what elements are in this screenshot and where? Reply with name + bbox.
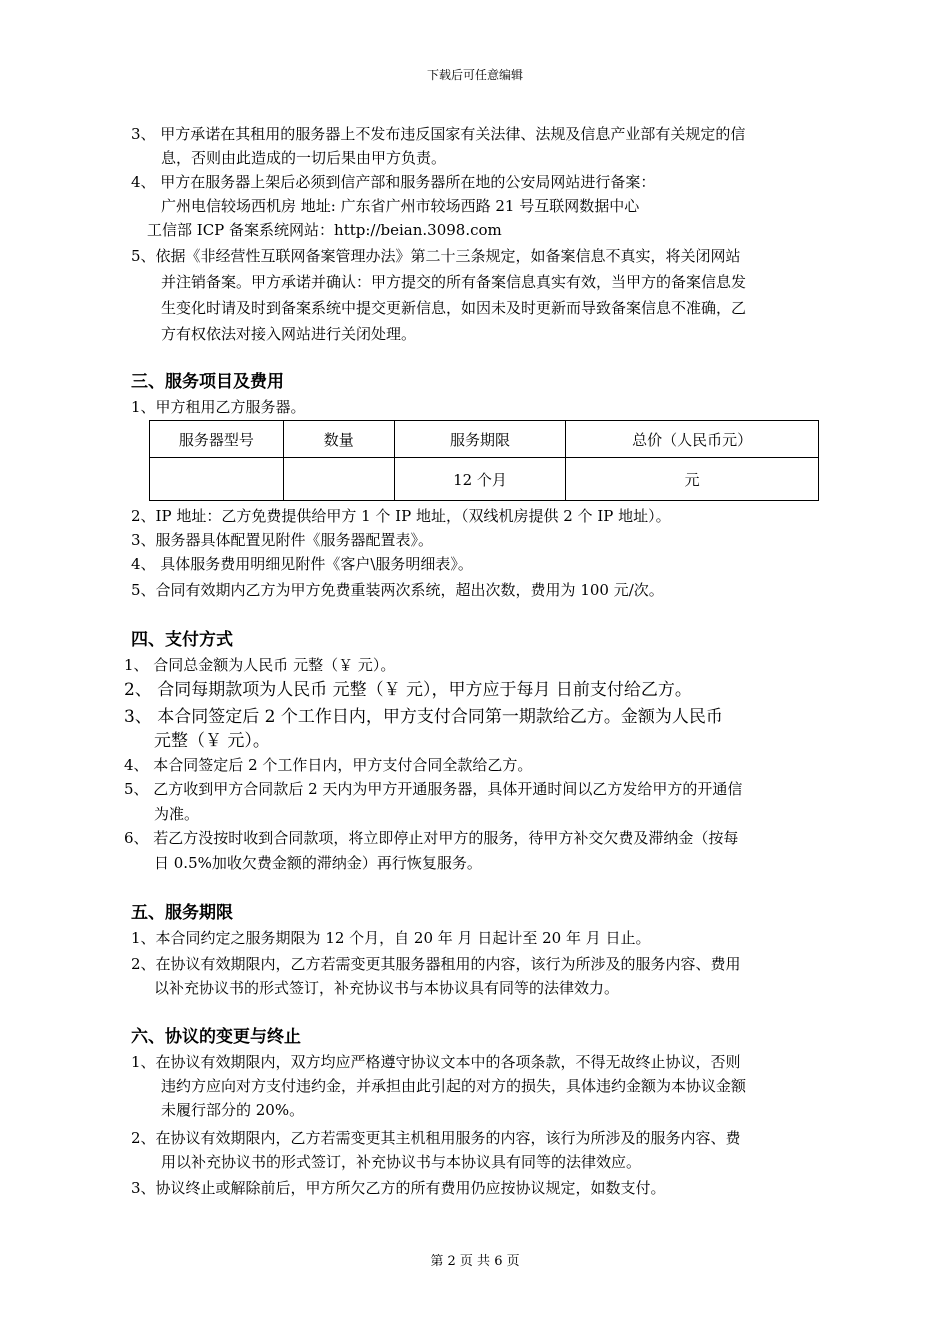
cell-service-term: 12 个月 [394,458,566,501]
cell-quantity [283,458,394,501]
clause-6-3: 3、协议终止或解除前后，甲方所欠乙方的所有费用仍应按协议规定，如数支付。 [131,1179,666,1197]
section-4-heading: 四、支付方式 [131,630,233,650]
clause-4-2: 2、 合同每期款项为人民币 元整（￥ 元），甲方应于每月 日前支付给乙方。 [124,680,692,700]
clause-3-5: 5、合同有效期内乙方为甲方免费重装两次系统，超出次数，费用为 100 元/次。 [131,581,664,599]
clause-2-4-website: 工信部 ICP 备案系统网站：http://beian.3098.com [147,221,502,239]
clause-4-5-line-1: 5、 乙方收到甲方合同款后 2 天内为甲方开通服务器，具体开通时间以乙方发给甲方的开通信 [124,780,743,798]
clause-4-4: 4、 本合同签定后 2 个工作日内，甲方支付合同全款给乙方。 [124,756,533,774]
clause-4-5-line-2: 为准。 [154,805,200,823]
section-3-heading: 三、服务项目及费用 [131,372,284,392]
section-6-heading: 六、协议的变更与终止 [131,1027,301,1047]
clause-5-2-line-1: 2、在协议有效期限内，乙方若需变更其服务器租用的内容，该行为所涉及的服务内容、费用 [131,955,741,973]
clause-3-3: 3、服务器具体配置见附件《服务器配置表》。 [131,531,434,549]
clause-2-5-line-2: 并注销备案。甲方承诺并确认：甲方提交的所有备案信息真实有效，当甲方的备案信息发 [161,273,747,291]
header-quantity: 数量 [283,421,394,458]
clause-2-3-line-1: 3、 甲方承诺在其租用的服务器上不发布违反国家有关法律、法规及信息产业部有关规定的信 [131,125,746,143]
service-table [149,420,819,501]
section-5-heading: 五、服务期限 [131,903,233,923]
service-table-row [150,458,819,501]
service-table-header-row [150,421,819,458]
clause-6-2-line-2: 用以补充协议书的形式签订，补充协议书与本协议具有同等的法律效应。 [161,1153,642,1171]
page-footer: 第 2 页 共 6 页 [430,1254,520,1269]
clause-4-6-line-2: 日 0.5%加收欠费金额的滞纳金）再行恢复服务。 [154,854,482,872]
clause-3-4: 4、 具体服务费用明细见附件《客户\服务明细表》。 [131,555,473,573]
clause-6-1-line-2: 违约方应向对方支付违约金，并承担由此引起的对方的损失，具体违约金额为本协议金额 [161,1077,747,1095]
cell-total-price: 元 [566,458,819,501]
header-total-price: 总价（人民币元） [566,421,819,458]
clause-2-4-line-1: 4、 甲方在服务器上架后必须到信产部和服务器所在地的公安局网站进行备案： [131,173,656,191]
clause-4-3-line-2: 元整（￥ 元）。 [154,731,270,751]
page-header: 下载后可任意编辑 [426,68,523,82]
header-server-model: 服务器型号 [150,421,284,458]
clause-2-5-line-3: 生变化时请及时到备案系统中提交更新信息，如因未及时更新而导致备案信息不准确，乙 [161,299,747,317]
clause-6-1-line-3: 未履行部分的 20%。 [161,1101,305,1119]
clause-6-1-line-1: 1、在协议有效期限内，双方均应严格遵守协议文本中的各项条款，不得无故终止协议，否则 [131,1053,741,1071]
clause-2-5-line-1: 5、依据《非经营性互联网备案管理办法》第二十三条规定，如备案信息不真实，将关闭网站 [131,247,741,265]
clause-3-1: 1、甲方租用乙方服务器。 [131,398,306,416]
header-service-term: 服务期限 [394,421,566,458]
clause-3-2: 2、IP 地址：乙方免费提供给甲方 1 个 IP 地址，（双线机房提供 2 个 IP 地址）。 [131,507,671,525]
clause-2-3-line-2: 息，否则由此造成的一切后果由甲方负责。 [161,149,447,167]
clause-2-4-address: 广州电信较场西机房 地址: 广东省广州市较场西路 21 号互联网数据中心 [161,197,640,215]
cell-server-model [150,458,284,501]
clause-5-2-line-2: 以补充协议书的形式签订，补充协议书与本协议具有同等的法律效力。 [154,979,620,997]
clause-4-1: 1、 合同总金额为人民币 元整（￥ 元）。 [124,656,396,674]
clause-4-3-line-1: 3、 本合同签定后 2 个工作日内，甲方支付合同第一期款给乙方。金额为人民币 [124,707,723,727]
clause-2-5-line-4: 方有权依法对接入网站进行关闭处理。 [161,325,417,343]
clause-5-1: 1、本合同约定之服务期限为 12 个月，自 20 年 月 日起计至 20 年 月 日止。 [131,929,651,947]
clause-4-6-line-1: 6、 若乙方没按时收到合同款项，将立即停止对甲方的服务，待甲方补交欠费及滞纳金（按每 [124,829,739,847]
clause-6-2-line-1: 2、在协议有效期限内，乙方若需变更其主机租用服务的内容，该行为所涉及的服务内容、费 [131,1129,741,1147]
